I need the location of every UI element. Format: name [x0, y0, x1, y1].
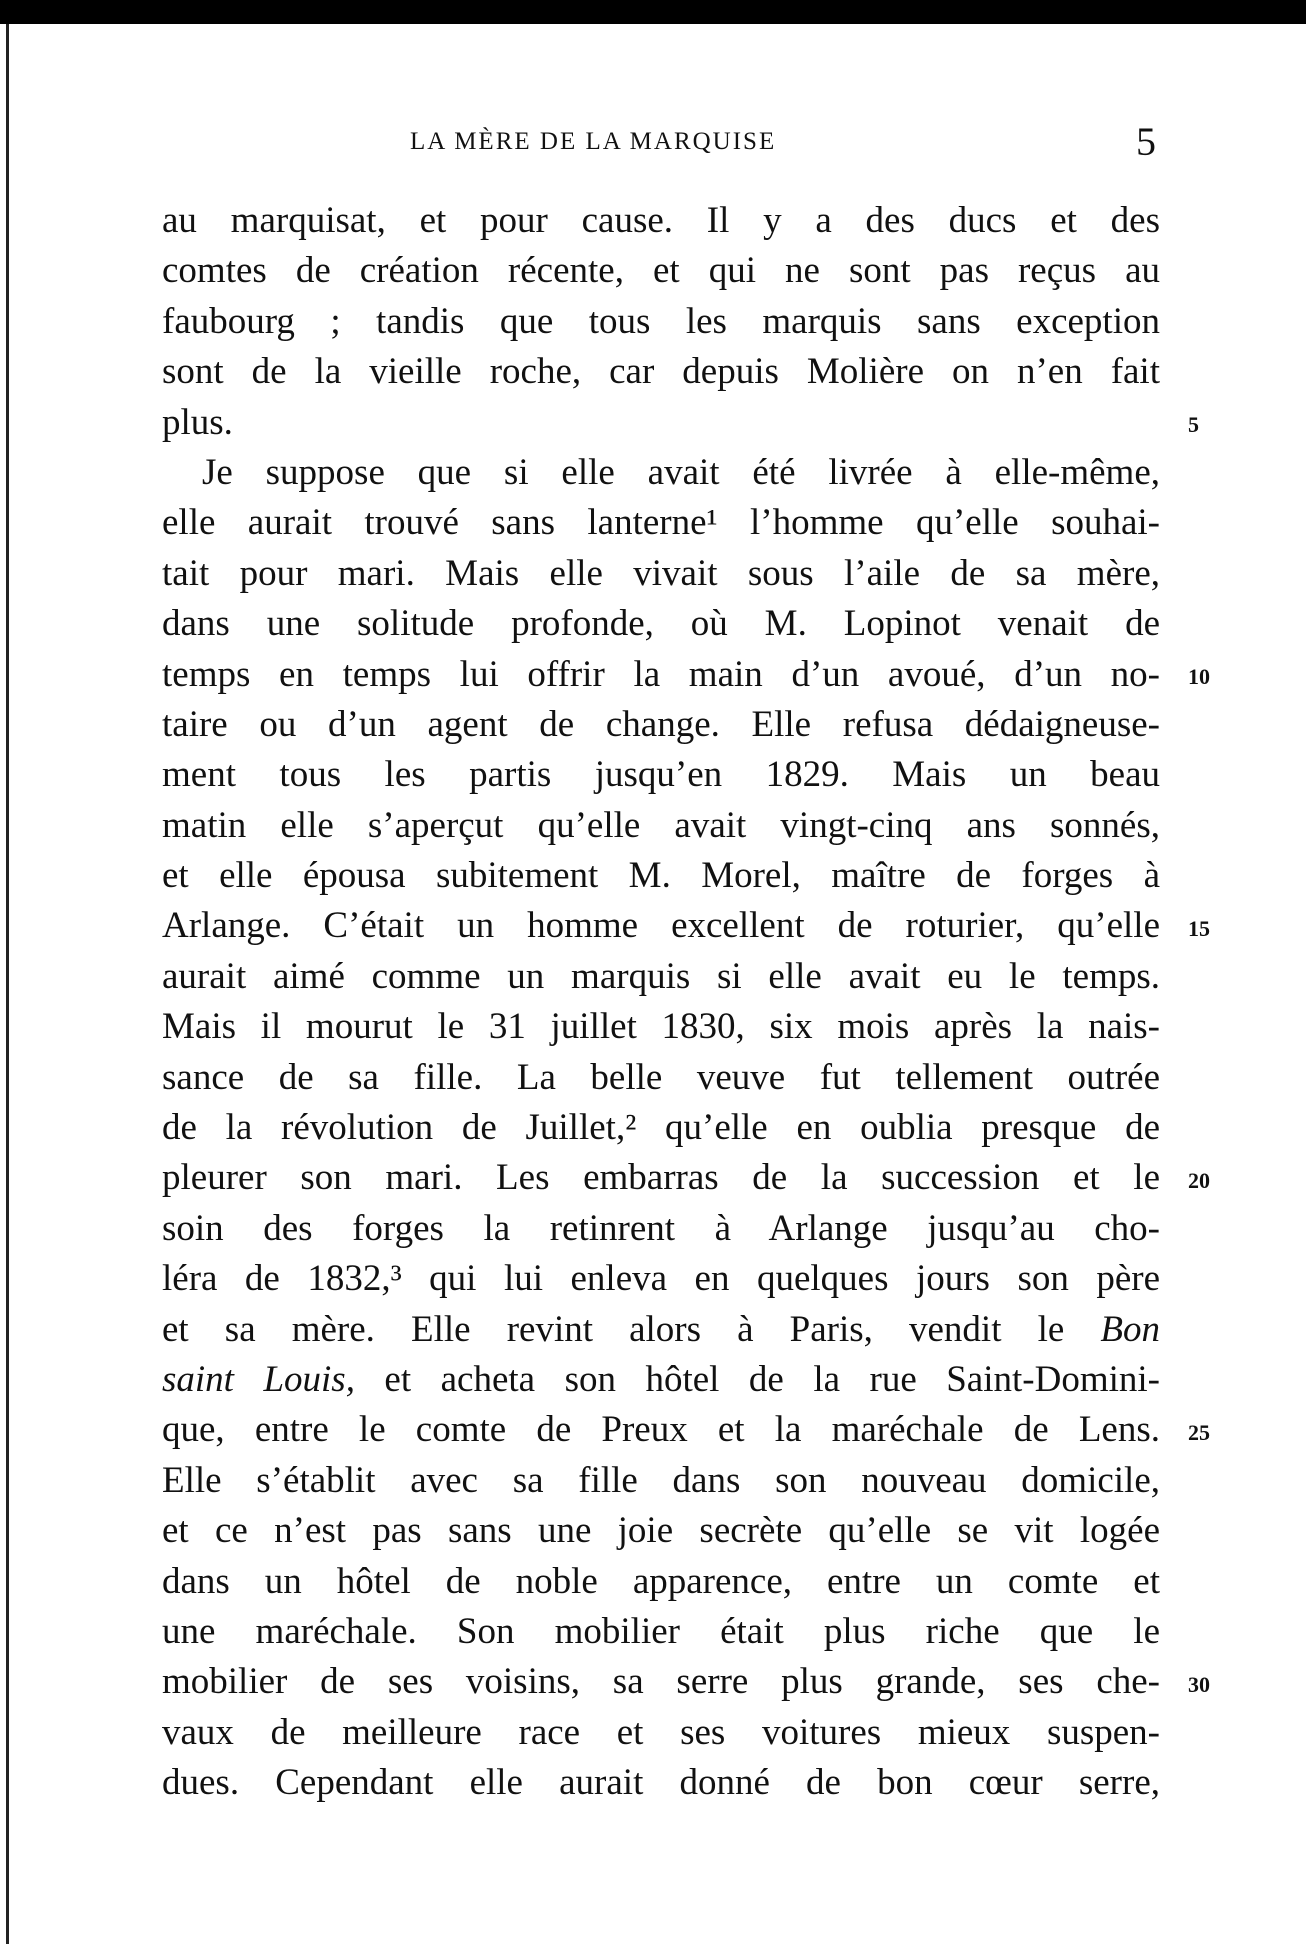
text-line: mobilier de ses voisins, sa serre plus grande, ses che- [162, 1661, 1160, 1703]
margin-line-number: 10 [1188, 663, 1210, 689]
running-title: LA MÈRE DE LA MARQUISE [410, 128, 777, 155]
italic-text: Bon [1100, 1308, 1160, 1350]
margin-line-number: 30 [1188, 1671, 1210, 1697]
text-line: dues. Cependant elle aurait donné de bon cœur serre, [162, 1762, 1160, 1804]
margin-line-number: 5 [1188, 411, 1199, 437]
text-line: Je suppose que si elle avait été livrée à elle-même, [202, 451, 1160, 493]
text-line: Elle s’établit avec sa fille dans son nouveau domicile, [162, 1459, 1160, 1501]
text-line: dans une solitude profonde, où M. Lopinot venait de [162, 603, 1160, 645]
text-line: aurait aimé comme un marquis si elle avait eu le temps. [162, 955, 1160, 997]
text-line: de la révolution de Juillet,² qu’elle en oublia presque de [162, 1107, 1160, 1149]
text-line: vaux de meilleure race et ses voitures mieux suspen- [162, 1711, 1160, 1753]
text-line: taire ou d’un agent de change. Elle refusa dédaigneuse- [162, 703, 1160, 745]
text-line: au marquisat, et pour cause. Il y a des ducs et des [162, 200, 1160, 241]
text-line: matin elle s’aperçut qu’elle avait vingt-cinq ans sonnés, [162, 804, 1160, 846]
margin-line-number: 15 [1188, 915, 1210, 941]
text-line: saint Louis, et acheta son hôtel de la rue Saint-Domini- [162, 1358, 1160, 1400]
text-line: sance de sa fille. La belle veuve fut tellement outrée [162, 1056, 1160, 1098]
text-line: tait pour mari. Mais elle vivait sous l’aile de sa mère, [162, 552, 1160, 594]
text-line: et sa mère. Elle revint alors à Paris, vendit le Bon [162, 1308, 1160, 1350]
text-line: une maréchale. Son mobilier était plus riche que le [162, 1610, 1160, 1652]
text-line: temps en temps lui offrir la main d’un avoué, d’un no- [162, 653, 1160, 695]
margin-line-number: 25 [1188, 1419, 1210, 1445]
scan-top-border [0, 0, 1306, 24]
text-line: et elle épousa subitement M. Morel, maître de forges à [162, 855, 1160, 897]
scan-left-edge [6, 24, 9, 1944]
italic-text: saint Louis, [162, 1358, 355, 1400]
text-line: Mais il mourut le 31 juillet 1830, six mois après la nais- [162, 1006, 1160, 1048]
page-number: 5 [1136, 119, 1156, 164]
text-line: faubourg ; tandis que tous les marquis sans exception [162, 300, 1160, 342]
body-text [162, 196, 1160, 1809]
text-line: pleurer son mari. Les embarras de la succession et le [162, 1157, 1160, 1199]
margin-line-number: 20 [1188, 1167, 1210, 1193]
text-line: léra de 1832,³ qui lui enleva en quelques jours son père [162, 1258, 1160, 1300]
text-line: que, entre le comte de Preux et la maréchale de Lens. [162, 1409, 1160, 1451]
text-line: comtes de création récente, et qui ne sont pas reçus au [162, 250, 1160, 292]
text-line: Arlange. C’était un homme excellent de roturier, qu’elle [162, 905, 1160, 947]
text-line: dans un hôtel de noble apparence, entre un comte et [162, 1560, 1160, 1602]
text-line: sont de la vieille roche, car depuis Molière on n’en fait [162, 351, 1160, 393]
text-line: soin des forges la retinrent à Arlange jusqu’au cho- [162, 1207, 1160, 1249]
text-line: ment tous les partis jusqu’en 1829. Mais un beau [162, 754, 1160, 796]
text-line: et ce n’est pas sans une joie secrète qu’elle se vit logée [162, 1510, 1160, 1552]
text-line: elle aurait trouvé sans lanterne¹ l’homme qu’elle souhai- [162, 502, 1160, 544]
text-line: plus. [162, 401, 233, 443]
